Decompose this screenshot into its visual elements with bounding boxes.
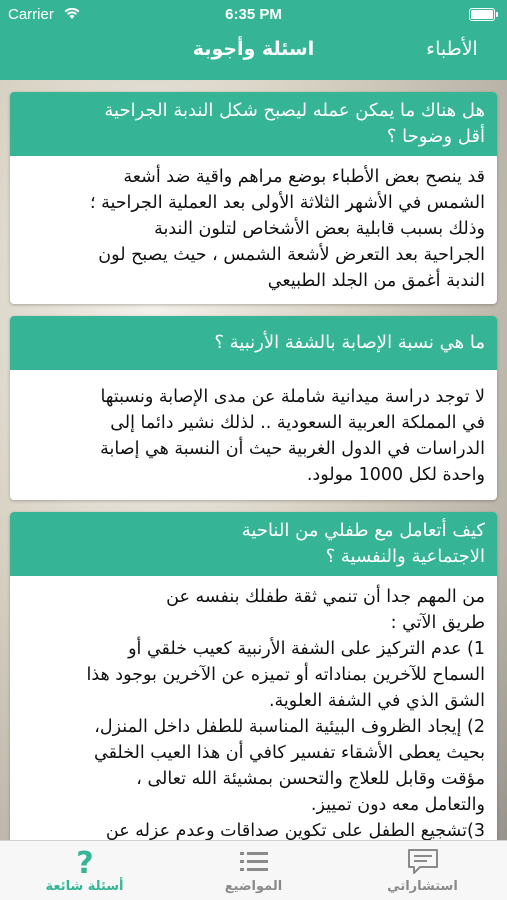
tab-label: أسئلة شائعة [45,879,124,894]
faq-answer [10,156,497,304]
chat-bubble-icon [406,847,440,877]
answer-line: بحيث يعطى الأشقاء تفسير كافي أن هذا العيب الخلقي [93,743,485,763]
answer-line: قد ينصح بعض الأطباء بوضع مراهم واقية ضد أشعة [123,167,485,187]
question-line: ما هي نسبة الإصابة بالشفة الأرنبية ؟ [214,332,485,353]
list-icon [237,847,271,877]
svg-text:?: ? [75,847,94,877]
faq-question [10,512,497,576]
answer-line: لا توجد دراسة ميدانية شاملة عن مدى الإصابة ونسبتها [100,387,485,407]
question-line: كيف أتعامل مع طفلي من الناحية [241,520,485,541]
faq-list[interactable] [0,80,507,840]
answer-line: الدراسات في الدول الغربية حيث أن النسبة هي إصابة [100,439,485,459]
question-mark-icon [68,847,102,877]
answer-line: الندبة أغمق من الجلد الطبيعي [267,271,485,291]
answer-line: والتعامل معه دون تمييز. [310,795,485,815]
answer-line: 1) عدم التركيز على الشفة الأرنبية كعيب خلقي أو [128,639,485,659]
status-bar [0,0,507,28]
answer-line: طريق الآتي : [390,613,485,633]
faq-question [10,92,497,156]
question-line: هل هناك ما يمكن عمله ليصبح شكل الندبة الجراحية [104,100,485,121]
question-line: الاجتماعية والنفسية ؟ [325,546,485,567]
tab-bar [0,840,507,900]
answer-line: السماح للآخرين بمناداته أو تميزه عن الآخرين بوجود هذا [86,665,485,685]
tab-label: المواضيع [224,879,283,894]
navigation-bar [0,0,507,80]
tab-label: استشاراتي [387,879,458,894]
answer-line: واحدة لكل 1000 مولود. [306,465,485,485]
doctors-button[interactable]: الأطباء [426,38,478,60]
tab-topics[interactable] [169,841,338,900]
answer-line: 3)تشجيع الطفل على تكوين صداقات وعدم عزله عن [105,821,485,840]
answer-line: مؤقت وقابل للعلاج والتحسن بمشيئة الله تعالى ، [136,769,485,789]
faq-card[interactable] [10,316,497,500]
tab-faq[interactable] [0,841,169,900]
tab-consultations[interactable] [338,841,507,900]
question-line: أقل وضوحا ؟ [386,126,485,147]
answer-line: في المملكة العربية السعودية .. لذلك نشير دائما إلى [110,413,485,433]
clock: 6:35 PM [225,6,282,23]
carrier-label: Carrier [8,6,54,23]
answer-line: وذلك بسبب قابلية بعض الأشخاص لتلون الندبة [154,219,485,239]
answer-line: 2) إيجاد الظروف البيئية المناسبة للطفل داخل المنزل، [94,717,485,737]
page-title: اسئلة وأجوبة [192,38,315,60]
answer-line: الجراحية بعد التعرض لأشعة الشمس ، حيث يصبح لون [98,245,485,265]
answer-line: الشق الذي في الشفة العلوية. [268,691,485,711]
faq-answer [10,576,497,840]
answer-line: من المهم جدا أن تنمي ثقة طفلك بنفسه عن [166,587,485,607]
battery-icon [469,8,495,21]
faq-card[interactable] [10,92,497,304]
faq-card[interactable] [10,512,497,840]
answer-line: الشمس في الأشهر الثلاثة الأولى بعد العملية الجراحية ؛ [89,193,485,213]
faq-answer [10,370,497,500]
faq-question [10,316,497,370]
